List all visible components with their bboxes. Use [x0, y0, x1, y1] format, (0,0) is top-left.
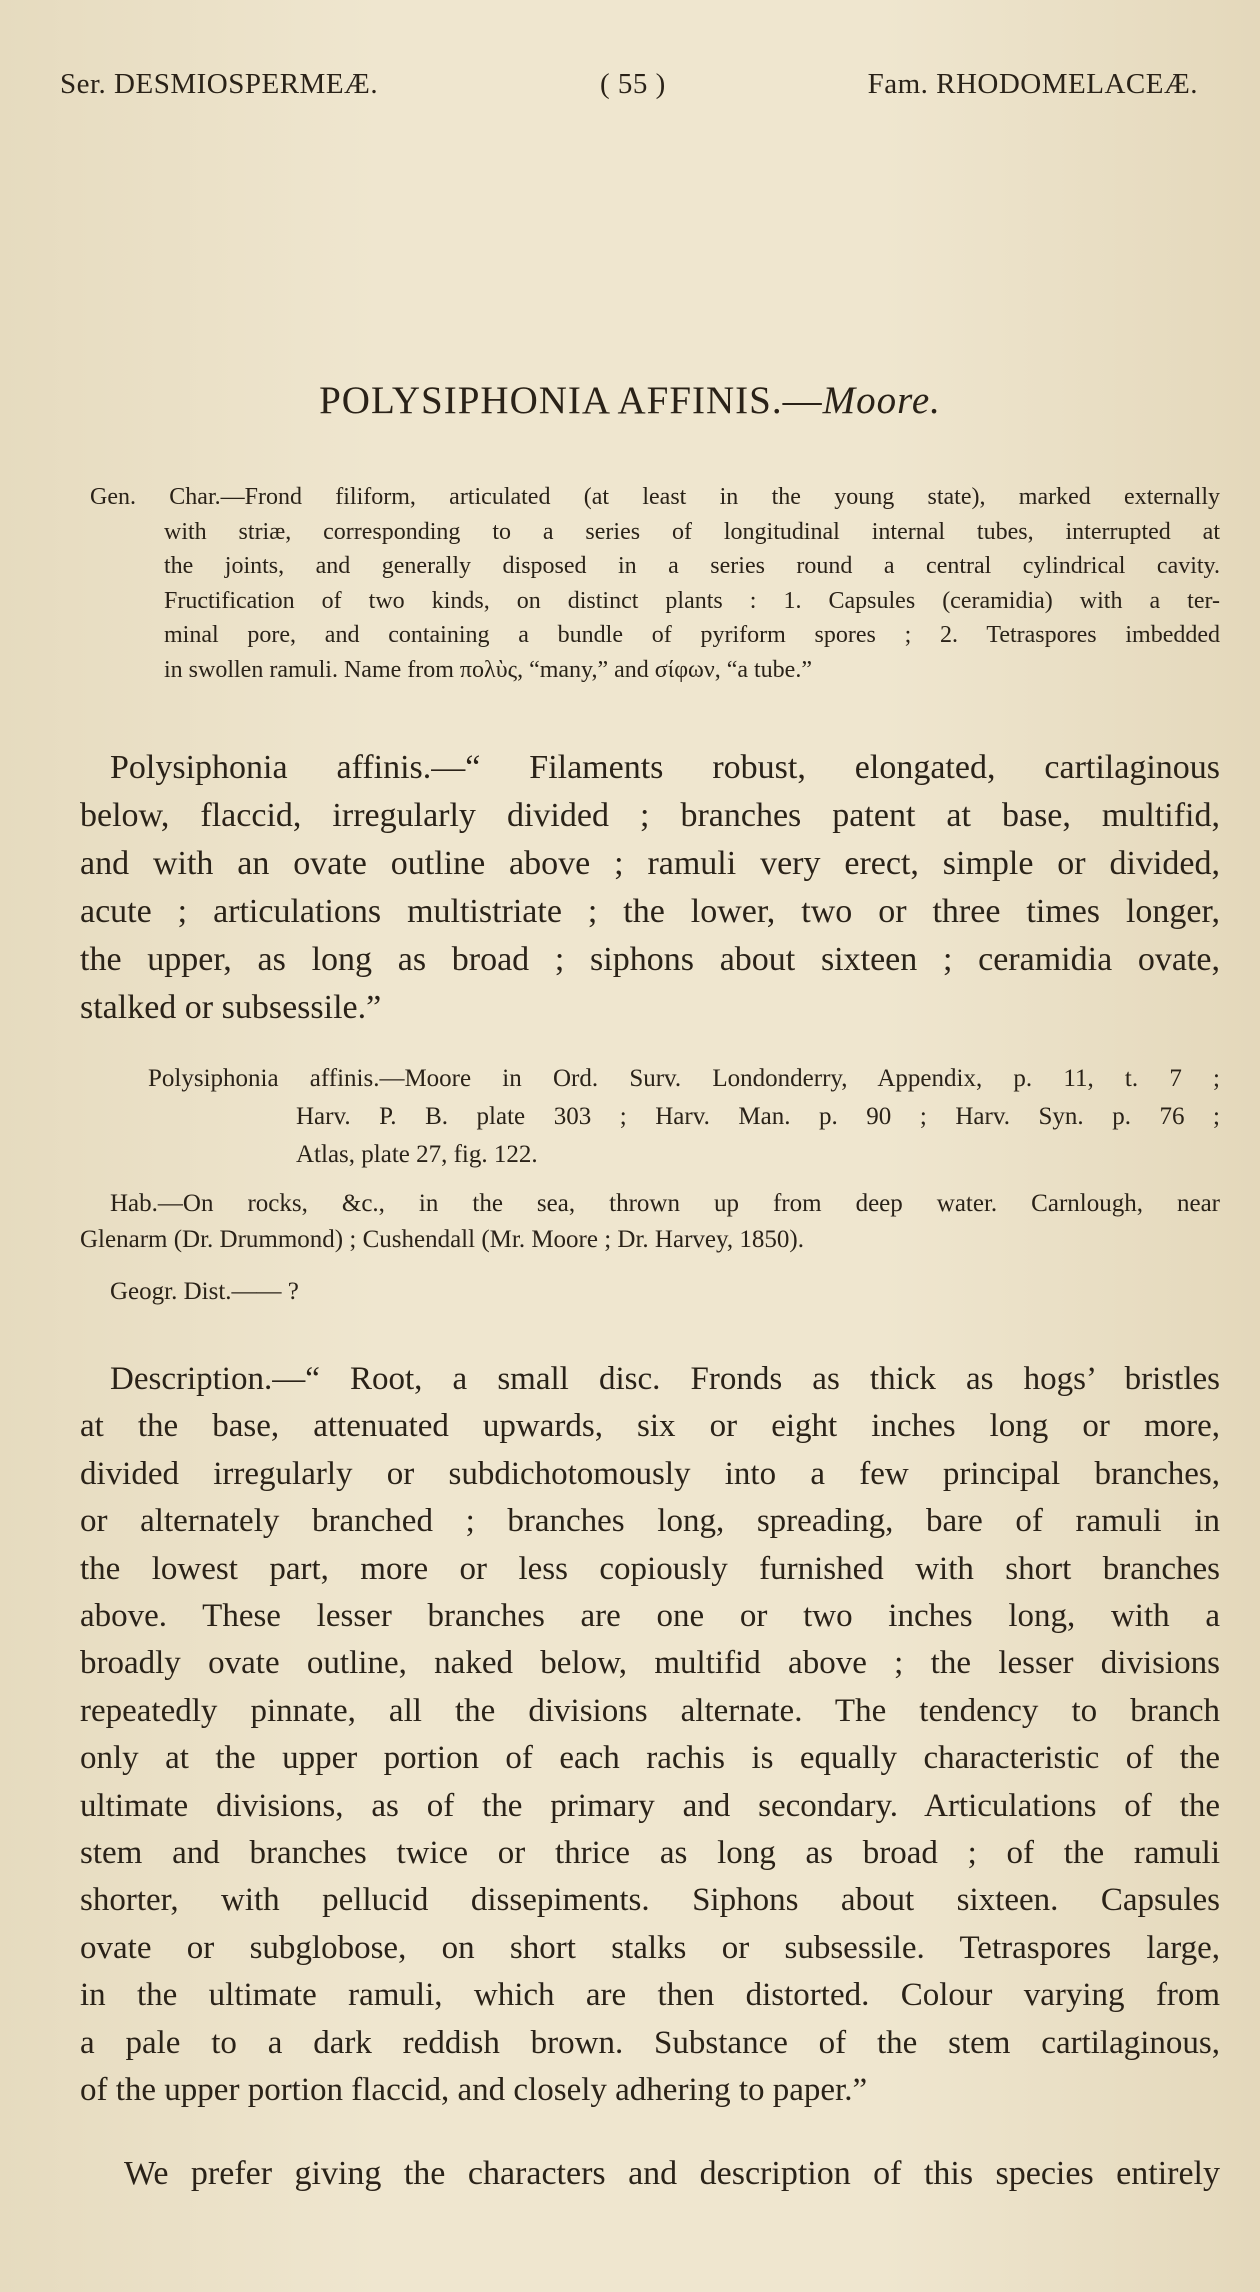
synonymy-line: Polysiphonia affinis.—Moore in Ord. Surv. Londonderry, Appendix, p. 11, t. 7 ; [148, 1065, 1220, 1092]
diagnosis-line: the upper, as long as broad ; siphons about sixteen ; ceramidia ovate, [80, 941, 1220, 978]
description-line: the lowest part, more or less copiously furnished with short branches [80, 1550, 1220, 1587]
species-diagnosis-paragraph [80, 744, 1220, 1032]
synonymy-line: Harv. P. B. plate 303 ; Harv. Man. p. 90 ; Harv. Syn. p. 76 ; [296, 1103, 1220, 1130]
description-line: divided irregularly or subdichotomously into a few principal branches, [80, 1455, 1220, 1492]
description-paragraph [80, 1356, 1220, 2115]
diagnosis-line: acute ; articulations multistriate ; the lower, two or three times longer, [80, 893, 1220, 930]
running-head-series: Ser. DESMIOSPERMEÆ. [60, 68, 379, 100]
diagnosis-line: and with an ovate outline above ; ramuli very erect, simple or divided, [80, 845, 1220, 882]
synonymy-references [148, 1060, 1220, 1174]
description-line: ultimate divisions, as of the primary and secondary. Articulations of the [80, 1787, 1220, 1824]
habitat-line: Hab.—On rocks, &c., in the sea, thrown up from deep water. Carnlough, near [110, 1190, 1220, 1217]
diagnosis-line: Polysiphonia affinis.—“ Filaments robust, elongated, cartilaginous [110, 749, 1220, 786]
gen-char-line: the joints, and generally disposed in a series round a central cylindrical cavity. [164, 553, 1220, 579]
description-line: in the ultimate ramuli, which are then distorted. Colour varying from [80, 1977, 1220, 2014]
description-line: broadly ovate outline, naked below, multifid above ; the lesser divisions [80, 1645, 1220, 1682]
synonymy-line: Atlas, plate 27, fig. 122. [296, 1141, 538, 1168]
description-line: above. These lesser branches are one or two inches long, with a [80, 1598, 1220, 1635]
running-head-family: Fam. RHODOMELACEÆ. [867, 68, 1198, 100]
gen-char-line: Fructification of two kinds, on distinct plants : 1. Capsules (ceramidia) with a ter- [164, 587, 1220, 614]
gen-char-line: in swollen ramuli. Name from πολὺς, “many,” and σίφων, “a tube.” [164, 656, 812, 683]
species-title [0, 378, 1260, 423]
page-number: ( 55 ) [600, 68, 666, 100]
description-line: or alternately branched ; branches long, spreading, bare of ramuli in [80, 1503, 1220, 1540]
habitat-paragraph [80, 1186, 1220, 1258]
species-title-author: Moore. [822, 379, 941, 422]
description-line: shorter, with pellucid dissepiments. Siphons about sixteen. Capsules [80, 1882, 1220, 1919]
habitat-line: Glenarm (Dr. Drummond) ; Cushendall (Mr. Moore ; Dr. Harvey, 1850). [80, 1226, 804, 1253]
diagnosis-line: stalked or subsessile.” [80, 989, 382, 1026]
description-line: of the upper portion flaccid, and closely adhering to paper.” [80, 2072, 868, 2109]
description-line: only at the upper portion of each rachis is equally characteristic of the [80, 1740, 1220, 1777]
description-line: ovate or subglobose, on short stalks or subsessile. Tetraspores large, [80, 1929, 1220, 1966]
closing-paragraph [80, 2150, 1220, 2198]
diagnosis-line: below, flaccid, irregularly divided ; branches patent at base, multifid, [80, 797, 1220, 834]
description-line: Description.—“ Root, a small disc. Fronds as thick as hogs’ bristles [110, 1361, 1220, 1397]
generic-character-paragraph [80, 480, 1220, 687]
species-title-name: POLYSIPHONIA AFFINIS.— [319, 379, 823, 422]
gen-char-line: minal pore, and containing a bundle of pyriform spores ; 2. Tetraspores imbedded [164, 622, 1220, 648]
closing-line: We prefer giving the characters and description of this species entirely [124, 2155, 1220, 2192]
description-line: at the base, attenuated upwards, six or eight inches long or more, [80, 1408, 1220, 1445]
description-line: a pale to a dark reddish brown. Substance of the stem cartilaginous, [80, 2024, 1220, 2061]
gen-char-line: Gen. Char.—Frond filiform, articulated (at least in the young state), marked externally [90, 484, 1220, 510]
description-line: repeatedly pinnate, all the divisions alternate. The tendency to branch [80, 1692, 1220, 1729]
gen-char-line: with striæ, corresponding to a series of longitudinal internal tubes, interrupted at [164, 518, 1220, 545]
geographic-distribution: Geogr. Dist.—— ? [110, 1278, 299, 1305]
description-line: stem and branches twice or thrice as long as broad ; of the ramuli [80, 1835, 1220, 1872]
running-head [60, 68, 1220, 108]
